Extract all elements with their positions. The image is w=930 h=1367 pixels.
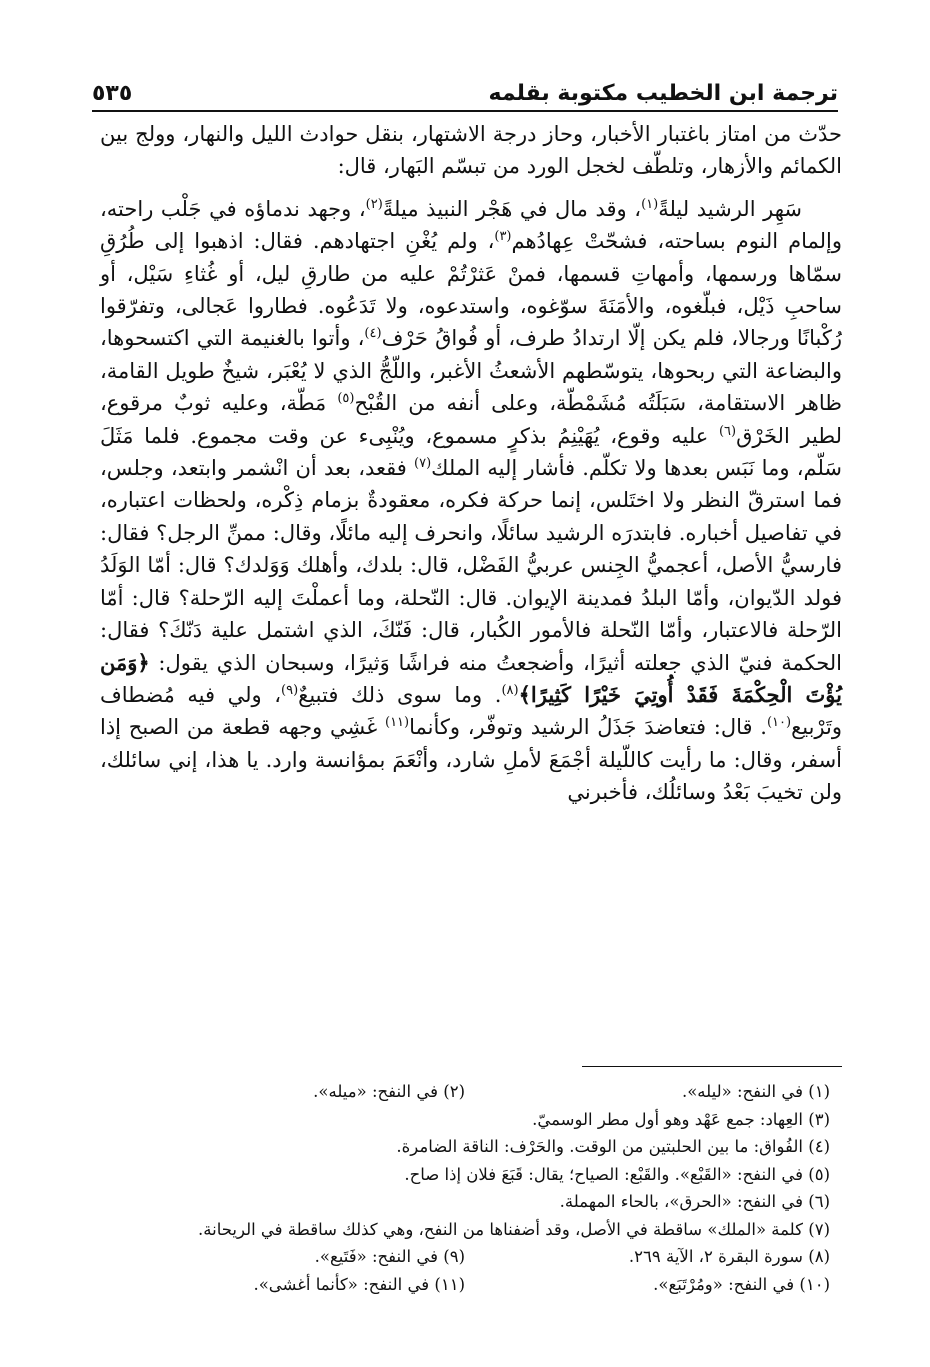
text-segment: ، وأتوا بالغنيمة التي اكتسحوها، والبضاعة التي ربحوها، يتوسّطهم الأشعثُ الأغبر، واللّجُّ الذي لا يُعْبَر، شيخٌ طويل القامة، ظاهر الاستقامة، سَبَلَتُه مُشَمْطّة، وعلى أنفه من القُبْح (100, 326, 842, 416)
text-segment: مَطّة، وعليه ثوبٌ مرقوع، لطير الخَرْق (100, 391, 842, 448)
footnote-ref-10[interactable]: (١٠) (766, 715, 792, 731)
text-segment: ، وقد مال في هَجْر النبيذ ميلةً (382, 196, 642, 221)
text-segment: ، ولي فيه مُضطاف وتَرْبيع (100, 682, 843, 740)
text-segment: ، وجهد ندماؤه في جَلْب راحته، وإلمام النوم بساحته، فشحّتْ عِهادُهم (100, 196, 843, 254)
footnote-rule (582, 1066, 842, 1067)
main-paragraph (100, 193, 842, 809)
footnote-1: (١) في النفح: «ليله». (681, 1082, 830, 1101)
footnote-10: (١٠) في النفح: «ومُرْتَبَع». (653, 1274, 830, 1294)
footnote-8: (٨) سورة البقرة ٢، الآية ٢٦٩. (628, 1247, 830, 1266)
footnote-ref-1[interactable]: (١) (641, 196, 659, 212)
intro-paragraph: حدّث من امتاز باغتبار الأخبار، وحاز درجة الاشتهار، بنقل حوادث الليل والنهار، وولج بين الكمائم والأزهار، وتلطّف لخجل الورد من تبسّم البَهار، قال: (100, 122, 842, 179)
footnote-row (100, 1188, 830, 1216)
footnote-ref-5[interactable]: (٥) (337, 391, 355, 407)
page-number: ٥٣٥ (92, 81, 133, 106)
footnote-row (100, 1271, 830, 1299)
text-segment: سَهِر الرشيد ليلةً (658, 196, 802, 221)
text-segment: عليه وقوع، يُهَيْنِمُ بذكرٍ مسموع، ويُنْبِىء عن وقت مجموع. فلما مَثَلَ سَلّم، وما نَبَس بعدها ولا تكلّم. فأشار إليه الملك (100, 423, 842, 481)
footnote-row (100, 1106, 830, 1134)
footnote-ref-8[interactable]: (٨) (501, 682, 519, 698)
text-segment: . وما سوى ذلك فتبيعٌ (298, 682, 502, 707)
quran-quote: ﴿وَمَن يُؤْتَ الْحِكْمَةَ فَقَدْ أُوتِيَ خَيْرًا كَثِيرًا﴾ (100, 649, 842, 707)
footnote-ref-2[interactable]: (٢) (365, 196, 383, 212)
main-text (100, 118, 842, 809)
footnote-9: (٩) في النفح: «فَتَيع». (314, 1247, 465, 1266)
footnote-7: (٧) كلمة «الملك» ساقطة في الأصل، وقد أضفناها من النفح، وهي كذلك ساقطة في الريحانة. (198, 1219, 830, 1239)
footnote-5: (٥) في النفح: «القَبْع». والقَبْع: الصياح؛ يقال: قَبَعَ فلان إذا صاح. (404, 1164, 830, 1184)
text-segment: غَشِي وجهه قطعة من الصبح إذا أسفر، وقال: ما رأيت كاللّيلة أجْمَعَ لأملِ شارد، وأنْعَمَ بمؤانسة وارد. يا هذا، إني سائلك، ولن تخيبَ بَعْدُ وسائلُك، فأخبرني (100, 715, 842, 805)
page-header (92, 62, 838, 106)
footnote-row (100, 1078, 830, 1106)
footnote-row (100, 1161, 830, 1189)
footnote-row (100, 1133, 830, 1161)
header-rule (92, 110, 838, 112)
footnote-ref-4[interactable]: (٤) (364, 326, 382, 342)
running-title: ترجمة ابن الخطيب مكتوبة بقلمه (488, 81, 838, 106)
footnote-ref-6[interactable]: (٦) (718, 423, 737, 439)
footnote-6: (٦) في النفح: «الحرق»، بالحاء المهملة. (559, 1192, 830, 1211)
footnote-3: (٣) العِهاد: جمع عَهْد وهو أول مطر الوسميّ. (532, 1109, 830, 1129)
text-segment: ، ولم يُغْنِ اجتهادهم. فقال: اذهبوا إلى طُرُقِ سمّاها ورسمها، وأمهاتِ قسمها، فمنْ عَثرْتُمْ عليه من طارقِ ليل، أو غُثاءِ سَيْل، أو ساحبِ ذَيْل، فبلّغوه، والأمَنَةَ سوّغوه، واستدعوه، ولا تَدَعُوه. فطاروا عَجالى، وتفرّقوا رُكْبانًا ورجالا، فلم يكن إلّا ارتدادُ طرف، أو فُواقُ حَرْف (100, 229, 842, 351)
text-segment: . قال: فتعاضدَ جَذَلُ الرشيد وتوفّر، وكأنما (409, 715, 767, 740)
footnote-row (100, 1243, 830, 1271)
footnotes (100, 1078, 830, 1298)
footnote-ref-7[interactable]: (٧) (414, 456, 432, 472)
footnote-row (100, 1216, 830, 1244)
footnote-2: (٢) في النفح: «ميله». (313, 1082, 465, 1101)
text-segment: فقعد، بعد أن انْشمر وابتعد، وجلس، فما استرقّ النظر ولا اختَلس، إنما حركة فكره، معقودةٌ بزمام ذِكْره، ولحظات اعتباره، في تفاصيل أخباره. فابتدرَه الرشيد سائلًا، وانحرف إليه مائلًا، وقال: ممنِّ الرجل؟ فقال: فارسيُّ الأصل، أعجميُّ الجِنس عربيُّ الفَضْل، قال: بلدك، وأهلك وَوَلدك؟ قال: أمّا الوَلَدُ فولد الدّيوان، وأمّا البلدُ فمدينة الإيوان. قال: النّحلة، وما أعملْتَ إليه الرّحلة؟ قال: أمّا الرّحلة فالاعتبار، وأمّا النّحلة فالأمور الكُبار، قال: فَنّكَ، الذي اشتمل علية دَنّكَ؟ فقال: الحكمة فنيّ الذي جعلته أثيرًا، وأضجعتُ منه فراشًا وَثيرًا، وسبحان الذي يقول: (100, 456, 842, 675)
footnote-4: (٤) الفُواق: ما بين الحلبتين من الوقت. والحَرْف: الناقة الضامرة. (396, 1137, 830, 1156)
footnote-ref-9[interactable]: (٩) (281, 682, 299, 698)
footnote-ref-11[interactable]: (١١) (384, 715, 410, 731)
footnote-ref-3[interactable]: (٣) (494, 229, 512, 245)
footnote-11: (١١) في النفح: «كأنما أغشى». (253, 1274, 465, 1294)
